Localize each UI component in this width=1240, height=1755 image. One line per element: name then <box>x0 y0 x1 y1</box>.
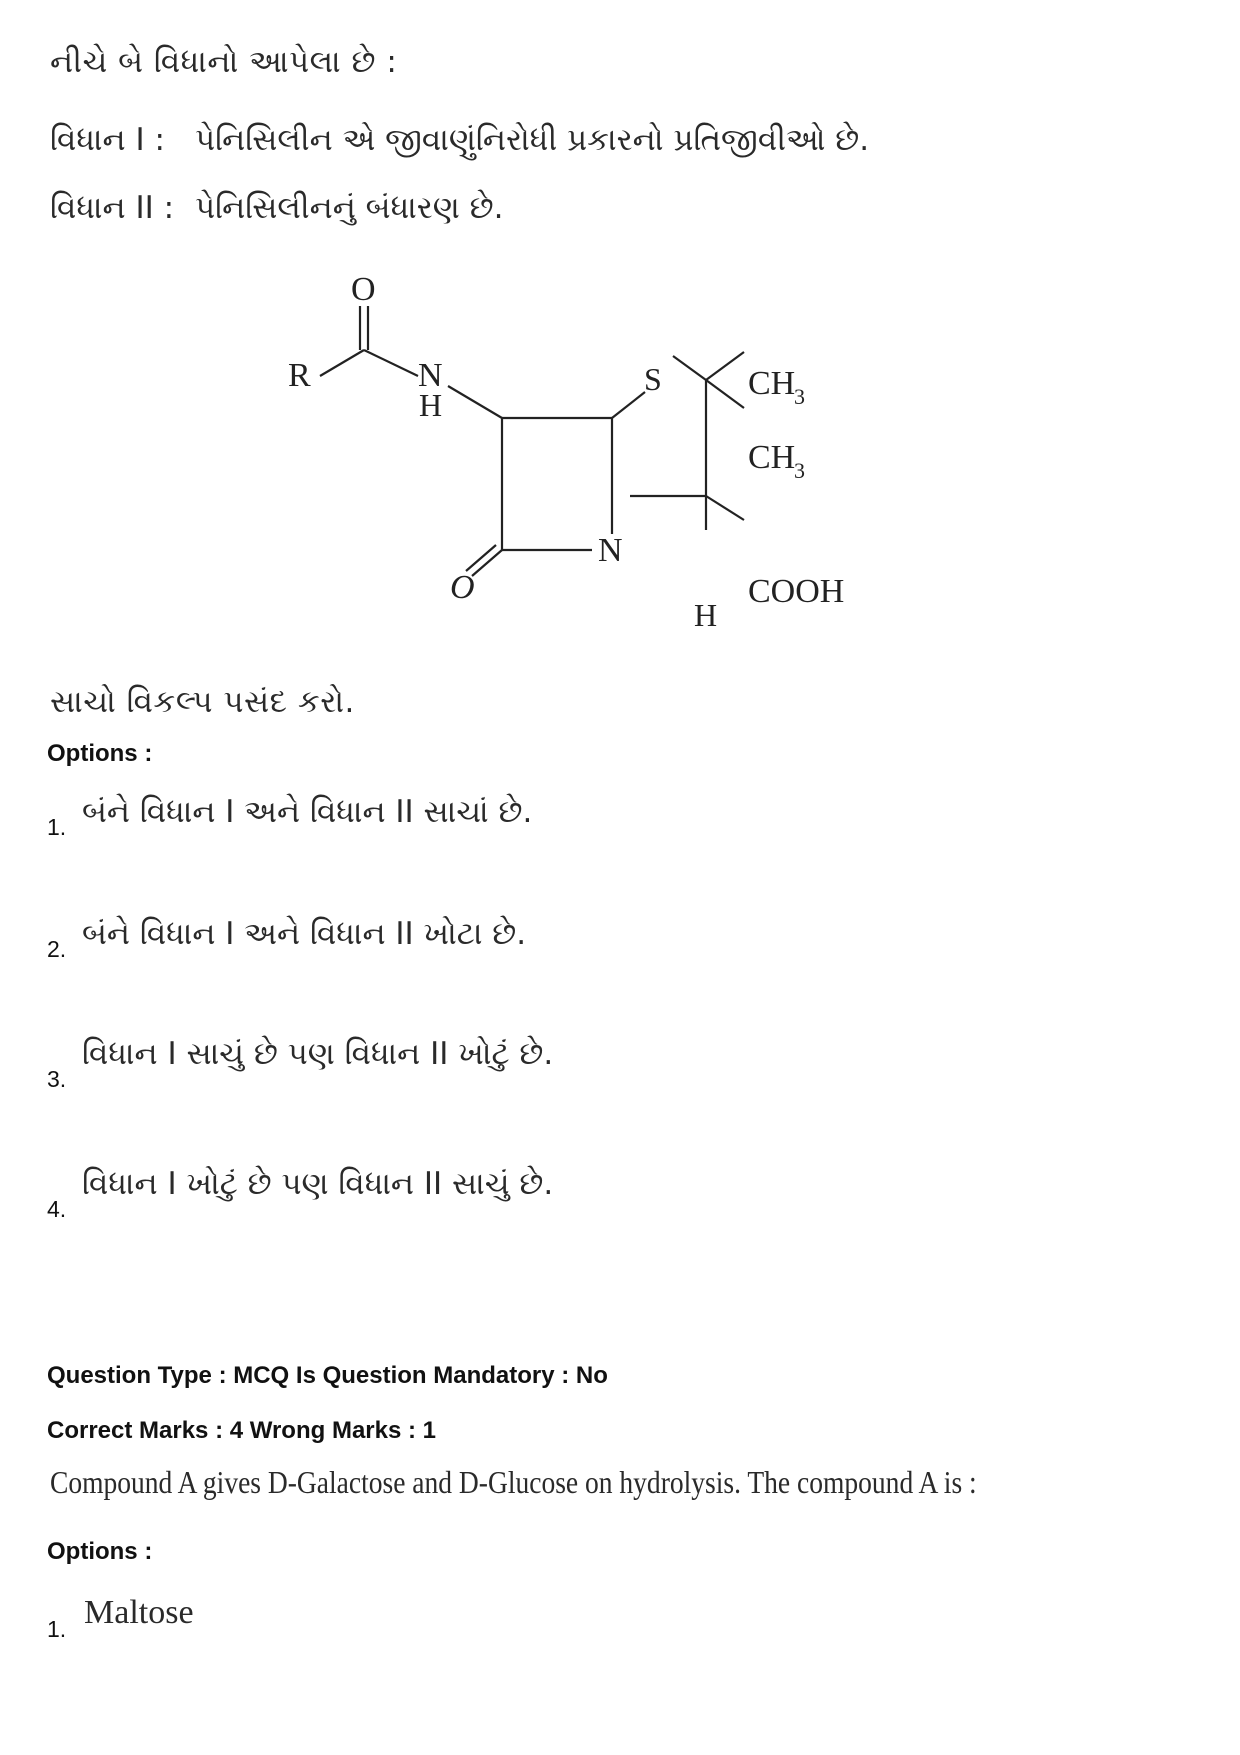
atom-h-amide: H <box>419 387 443 423</box>
methyl-bond-2 <box>706 380 744 408</box>
option-2-number: 2. <box>47 936 67 962</box>
option-3-number: 3. <box>47 1066 67 1092</box>
question-intro: નીચે બે વિધાનો આપેલા છે : <box>50 44 398 80</box>
question-2-text: Compound A gives D-Galactose and D-Glucose on hydrolysis. The compound A is : <box>50 1464 977 1500</box>
option-2-text: બંને વિધાન I અને વિધાન II ખોટા છે. <box>82 916 527 952</box>
question-2-option-1-number: 1. <box>47 1616 67 1642</box>
atom-n-ring: N <box>598 532 623 569</box>
instruction-text: સાચો વિકલ્પ પસંદ કરો. <box>50 684 355 720</box>
option-4-number: 4. <box>47 1196 67 1222</box>
methyl-bond-1 <box>706 352 744 380</box>
atom-o-lactam: O <box>450 569 475 606</box>
question-2-option-1-text: Maltose <box>84 1594 194 1631</box>
option-1-text: બંને વિધાન I અને વિધાન II સાચાં છે. <box>82 794 533 830</box>
question-type-line: Question Type : MCQ Is Question Mandatory : No <box>47 1362 608 1389</box>
marks-line: Correct Marks : 4 Wrong Marks : 1 <box>47 1417 437 1444</box>
atom-ch3-b: CH <box>748 439 796 476</box>
question-2-options-label: Options : <box>47 1538 153 1565</box>
option-3-text: વિધાન I સાચું છે પણ વિધાન II ખોટું છે. <box>82 1036 554 1072</box>
option-4-text: વિધાન I ખોટું છે પણ વિધાન II સાચું છે. <box>82 1166 554 1202</box>
statement-2-label: વિધાન II : <box>50 190 175 226</box>
atom-s: S <box>644 361 662 397</box>
nh-ring-bond <box>448 386 502 418</box>
r-carbon-bond <box>320 350 364 376</box>
ring-sulfur-bond <box>612 392 645 418</box>
carbon-nh-bond <box>364 350 418 376</box>
atom-o-top: O <box>351 271 376 308</box>
statement-2-text: પેનિસિલીનનું બંધારણ છે. <box>195 190 504 226</box>
option-1-number: 1. <box>47 814 67 840</box>
penicillin-structure-diagram <box>288 268 960 648</box>
atom-r: R <box>288 357 311 394</box>
atom-ch3-a: CH <box>748 365 796 402</box>
atom-h-bottom: H <box>694 597 718 633</box>
statement-1-text: પેનિસિલીન એ જીવાણુંનિરોધી પ્રકારનો પ્રતિજીવીઓ છે. <box>195 122 870 158</box>
atom-ch3-b-sub: 3 <box>794 458 805 483</box>
statement-1-label: વિધાન I : <box>50 122 165 158</box>
options-label: Options : <box>47 740 153 767</box>
atom-n-amide: N <box>418 357 443 394</box>
carboxyl-bond <box>706 496 744 520</box>
sulfur-carbon-bond <box>673 356 706 380</box>
atom-ch3-a-sub: 3 <box>794 384 805 409</box>
atom-cooh: COOH <box>748 573 845 610</box>
